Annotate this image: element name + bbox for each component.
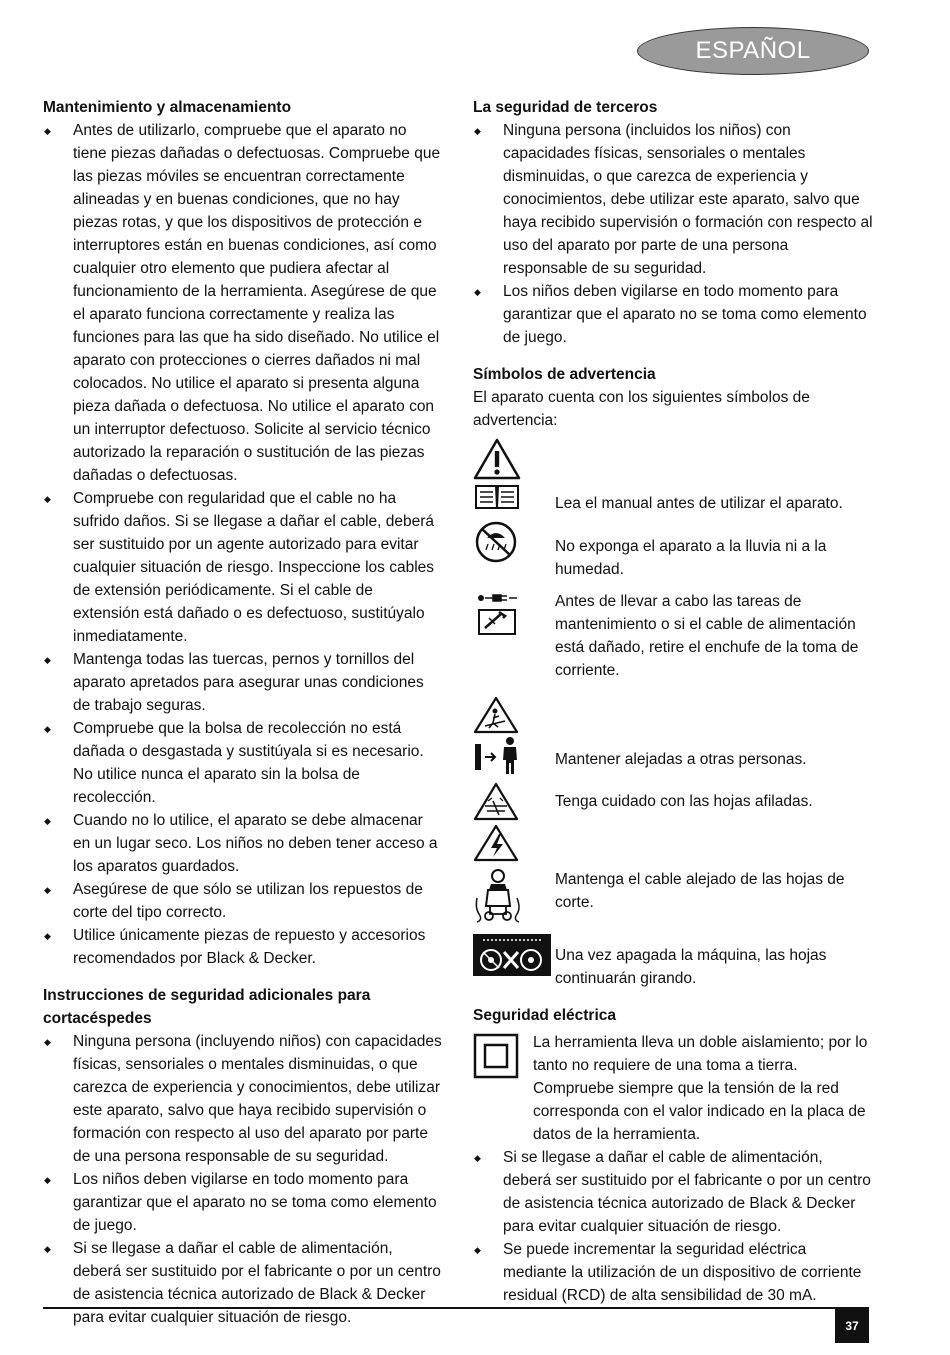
page-number: 37: [835, 1309, 869, 1343]
electric-shock-icon: [473, 824, 519, 862]
list-item: ◆ Los niños deben vigilarse en todo momento para garantizar que el aparato no se toma como elemento de juego.: [473, 280, 873, 349]
left-column: [43, 96, 443, 1329]
list-item: ◆ Compruebe que la bolsa de recolección no está dañada o desgastada y sustitúyala si es necesario. No utilice nunca el aparato sin la bolsa de recolección.: [43, 717, 443, 809]
list-item: ◆ Asegúrese de que sólo se utilizan los repuestos de corte del tipo correcto.: [43, 878, 443, 924]
electrical-safety-heading: Seguridad eléctrica: [473, 1007, 617, 1024]
read-manual-icon: [473, 482, 521, 512]
warning-symbols-intro: El aparato cuenta con los siguientes símbolos de advertencia:: [473, 389, 810, 429]
list-item: ◆ Se puede incrementar la seguridad eléctrica mediante la utilización de un dispositivo de corriente residual (RCD) de alta sensibilidad de 30 mA.: [473, 1238, 873, 1307]
additional-safety-list: [43, 1030, 443, 1329]
bystanders-icon: [473, 736, 523, 776]
cable-away-icon: [473, 868, 523, 924]
sharp-blades-text: Tenga cuidado con las hojas afiladas.: [555, 793, 813, 810]
warning-triangle-icon: [473, 438, 521, 480]
blades-rotate-icon: [473, 934, 551, 976]
list-item: ◆ Ninguna persona (incluidos los niños) con capacidades físicas, sensoriales o mentales disminuidas, o que carezca de experiencia y conocimientos, debe utilizar este aparato, salvo que haya recibido supervisión o formación con respecto al uso del aparato por parte de una persona responsable de su seguridad.: [473, 119, 873, 280]
footer-rule: [43, 1307, 869, 1309]
bystanders-text: Mantener alejadas a otras personas.: [555, 751, 807, 768]
list-item: ◆ Mantenga todas las tuercas, pernos y tornillos del aparato apretados para asegurar unas condiciones de trabajo seguras.: [43, 648, 443, 717]
thrown-objects-icon: [473, 696, 519, 734]
cable-away-text: Mantenga el cable alejado de las hojas de corte.: [555, 871, 845, 911]
additional-safety-heading: Instrucciones de seguridad adicionales para cortacéspedes: [43, 987, 371, 1027]
list-item: ◆ Compruebe con regularidad que el cable no ha sufrido daños. Si se llegase a dañar el cable, deberá ser sustituido por un agente autorizado para evitar cualquier situación de riesgo. Inspeccione los cables de extensión periódicamente. Si el cable de extensión está dañado o es defectuoso, sustitúyalo inmediatamente.: [43, 487, 443, 648]
third-parties-list: [473, 119, 873, 349]
no-rain-icon: [473, 520, 519, 564]
list-item: ◆ Si se llegase a dañar el cable de alimentación, deberá ser sustituido por el fabricante o por un centro de asistencia técnica autorizado de Black & Decker para evitar cualquier situación de riesgo.: [473, 1146, 873, 1238]
list-item: ◆ Cuando no lo utilice, el aparato se debe almacenar en un lugar seco. Los niños no deben tener acceso a los aparatos guardados.: [43, 809, 443, 878]
no-rain-text: No exponga el aparato a la lluvia ni a la humedad.: [555, 538, 827, 578]
language-tab: ESPAÑOL: [637, 27, 869, 75]
list-item: ◆ Utilice únicamente piezas de repuesto y accesorios recomendados por Black & Decker.: [43, 924, 443, 970]
electrical-safety-list: [473, 1146, 873, 1307]
list-item: ◆ Antes de utilizarlo, compruebe que el aparato no tiene piezas dañadas o defectuosas. Compruebe que las piezas móviles se encuentran correctamente alineadas y en buenas condiciones, que no hay piezas rotas, y que los dispositivos de protección e interruptores están en buenas condiciones, así como cualquier otro elemento que pudiera afectar al funcionamiento de la herramienta. Asegúrese de que el aparato funciona correctamente y realiza las funciones para las que ha sido diseñado. No utilice el aparato con protecciones o cierres dañados ni mal colocados. No utilice el aparato si presenta alguna pieza dañada o defectuosa. No utilice el aparato con un interruptor defectuoso. Solicite al servicio técnico autorizado la reparación o sustitución de las piezas dañadas o defectuosas.: [43, 119, 443, 487]
unplug-text: Antes de llevar a cabo las tareas de mantenimiento o si el cable de alimentación está dañado, retire el enchufe de la toma de corriente.: [555, 593, 859, 679]
list-item: ◆ Los niños deben vigilarse en todo momento para garantizar que el aparato no se toma como elemento de juego.: [43, 1168, 443, 1237]
maintenance-heading: Mantenimiento y almacenamiento: [43, 99, 292, 116]
warning-symbols-heading: Símbolos de advertencia: [473, 366, 656, 383]
sharp-blades-icon: [473, 782, 519, 822]
maintenance-list: [43, 119, 443, 970]
read-manual-text: Lea el manual antes de utilizar el aparato.: [555, 495, 843, 512]
unplug-icon: [473, 590, 521, 640]
list-item: ◆ Si se llegase a dañar el cable de alimentación, deberá ser sustituido por el fabricante o por un centro de asistencia técnica autorizado de Black & Decker para evitar cualquier situación de riesgo.: [43, 1237, 443, 1329]
blades-rotate-text: Una vez apagada la máquina, las hojas continuarán girando.: [555, 947, 827, 987]
double-insulation-text: La herramienta lleva un doble aislamiento; por lo tanto no requiere de una toma a tierra. Compruebe siempre que la tensión de la red corresponda con el valor indicado en la placa de datos de la herramienta.: [533, 1034, 868, 1143]
list-item: ◆ Ninguna persona (incluyendo niños) con capacidades físicas, sensoriales o mentales disminuidas, o que carezca de experiencia y conocimientos, debe utilizar este aparato, salvo que haya recibido supervisión o formación con respecto al uso del aparato por parte de una persona responsable de su seguridad.: [43, 1030, 443, 1168]
double-insulation-icon: [473, 1033, 519, 1079]
third-parties-heading: La seguridad de terceros: [473, 99, 658, 116]
right-column: [473, 96, 873, 1307]
